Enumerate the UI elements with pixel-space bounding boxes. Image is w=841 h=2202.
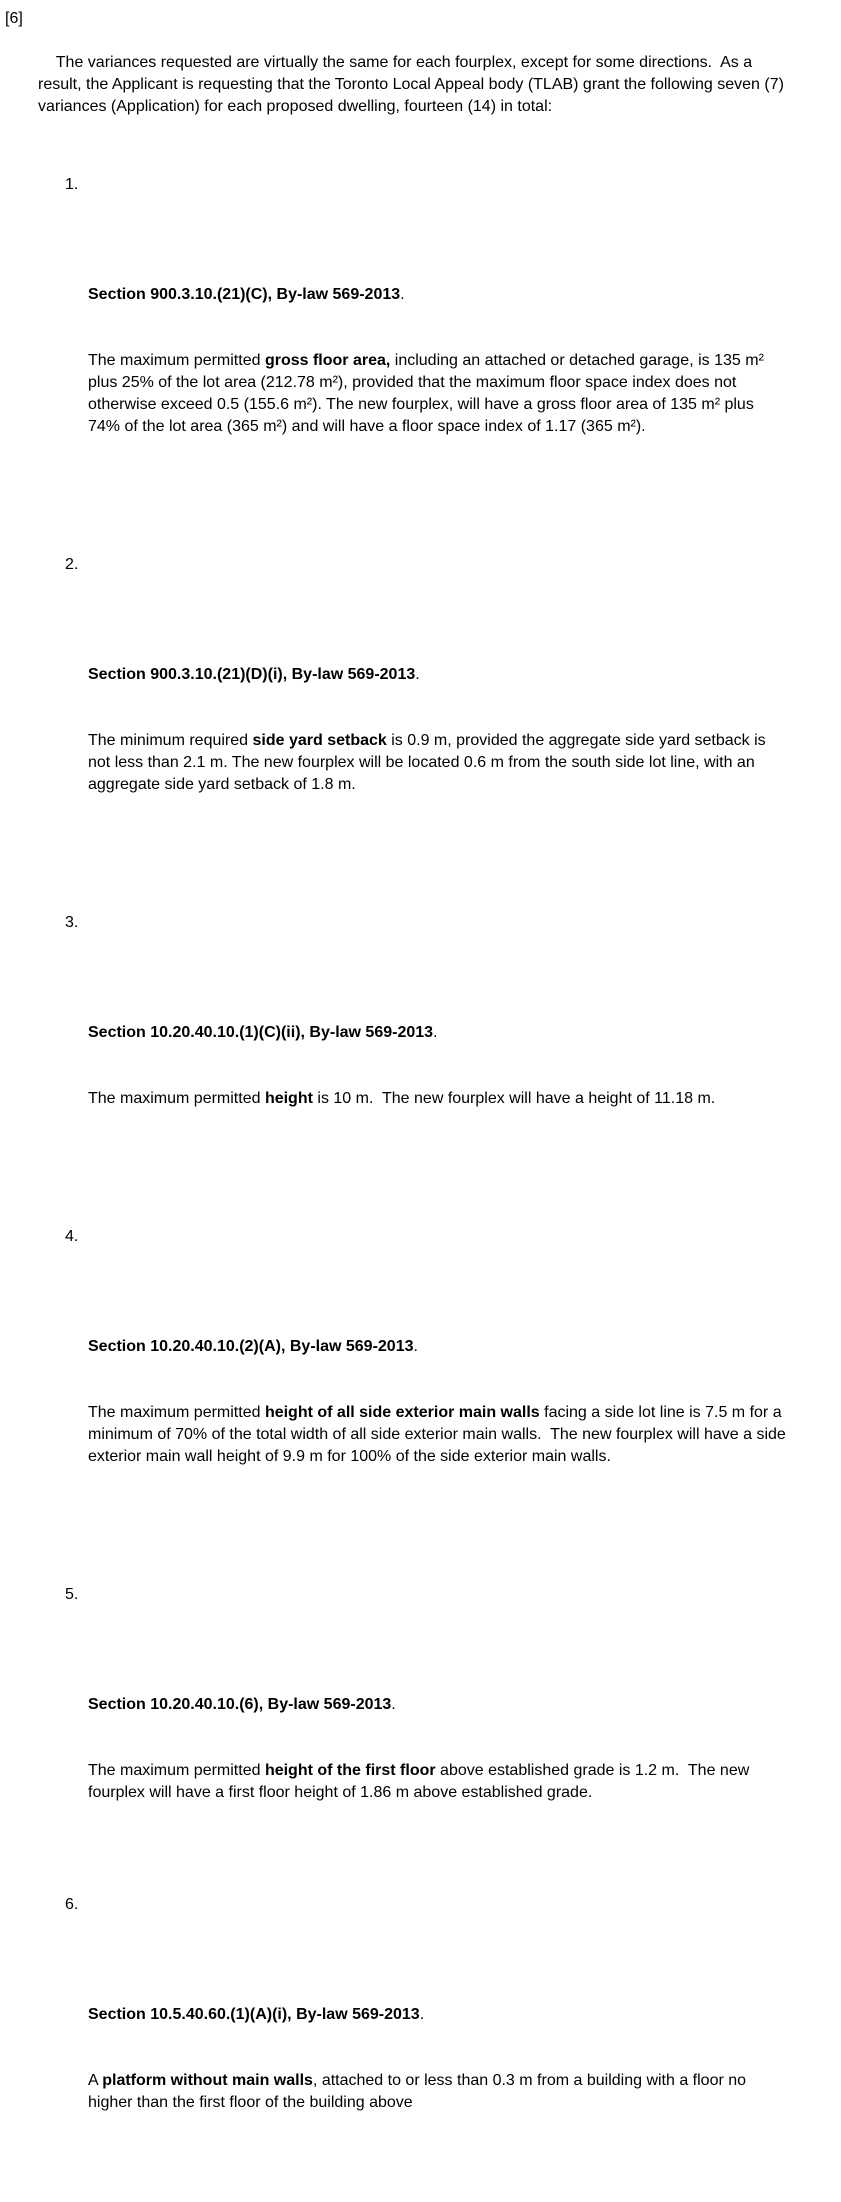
text-run: facing a side lot line is 7.5 m for a minimum of 70% of the total width of all side exterior main walls. The new fourplex will have a side exterior main wall height of 9.9 m for 100% of the side exterior main walls. xyxy=(88,1404,791,1465)
bold-text-run: Section 10.20.40.10.(6), By-law 569-2013 xyxy=(88,1696,392,1713)
text-run: . xyxy=(391,1696,396,1713)
text-run: The minimum required xyxy=(88,732,253,749)
text-run: The maximum permitted xyxy=(88,352,265,369)
bold-text-run: height of the first floor xyxy=(264,1762,436,1779)
text-run: . xyxy=(433,1024,438,1041)
variance-item-body xyxy=(88,978,789,1154)
text-run: A xyxy=(88,2072,103,2089)
bold-text-run: Section 10.5.40.60.(1)(A)(i), By-law 569-2013 xyxy=(88,2006,420,2023)
variance-item-number: 1. xyxy=(65,176,79,193)
variance-item xyxy=(65,1894,789,2202)
bold-text-run: Section 900.3.10.(21)(D)(i), By-law 569-2013 xyxy=(88,666,416,683)
variance-item-body xyxy=(88,1292,789,1512)
variance-section-heading xyxy=(88,2004,789,2026)
bold-text-run: Section 900.3.10.(21)(C), By-law 569-2013 xyxy=(88,286,401,303)
variance-section-heading xyxy=(88,284,789,306)
text-run: above established grade is 1.2 m. The new fourplex will have a first floor height of 1.86 m above established grade. xyxy=(88,1762,754,1801)
text-run: . xyxy=(400,286,405,303)
text-run: , attached to or less than 0.3 m from a building with a floor no higher than the first floor of the building above xyxy=(88,2072,751,2111)
variance-description xyxy=(88,2070,789,2114)
variance-item xyxy=(65,174,789,526)
variance-description xyxy=(88,350,789,438)
variance-item-body xyxy=(88,1650,789,1848)
variance-description xyxy=(88,1760,789,1804)
variance-item-body xyxy=(88,620,789,840)
variance-item xyxy=(65,1226,789,1556)
variance-description xyxy=(88,1088,789,1110)
variance-item xyxy=(65,912,789,1198)
variance-section-heading xyxy=(88,1694,789,1716)
variance-item-number: 4. xyxy=(65,1228,79,1245)
text-run: including an attached or detached garage, is 135 m² plus 25% of the lot area (212.78 m²), provided that the maximum floor space index does not otherwise exceed 0.5 (155.6 m²). The new fourplex, will have a gross floor area of 135 m² plus 74% of the lot area (365 m²) and will have a floor space index of 1.17 (365 m²). xyxy=(88,352,769,435)
variance-section-heading xyxy=(88,664,789,686)
variance-description xyxy=(88,1402,789,1468)
variance-description xyxy=(88,730,789,796)
variance-item-body xyxy=(88,240,789,482)
variance-section-heading xyxy=(88,1022,789,1044)
bold-text-run: Section 10.20.40.10.(1)(C)(ii), By-law 569-2013 xyxy=(88,1024,434,1041)
paragraph-6 xyxy=(5,8,789,140)
bold-text-run: gross floor area, xyxy=(264,352,391,369)
variance-item-body xyxy=(88,1960,789,2158)
text-run: The maximum permitted xyxy=(88,1090,265,1107)
bold-text-run: platform without main walls xyxy=(102,2072,313,2089)
variance-list xyxy=(5,174,789,2202)
bold-text-run: side yard setback xyxy=(252,732,387,749)
text-run: The maximum permitted xyxy=(88,1404,265,1421)
variance-item-number: 5. xyxy=(65,1586,79,1603)
bold-text-run: height xyxy=(264,1090,313,1107)
bold-text-run: height of all side exterior main walls xyxy=(264,1404,540,1421)
text-run: . xyxy=(415,666,420,683)
variance-section-heading xyxy=(88,1336,789,1358)
text-run: The variances requested are virtually the same for each fourplex, except for some directions. As a result, the Applicant is requesting that the Toronto Local Appeal body (TLAB) grant the following seven (7) variances (Application) for each proposed dwelling, fourteen (14) in total: xyxy=(38,54,789,115)
variance-item xyxy=(65,1584,789,1892)
text-run: is 0.9 m, provided the aggregate side yard setback is not less than 2.1 m. The new fourplex will be located 0.6 m from the south side lot line, with an aggregate side yard setback of 1.8 m. xyxy=(88,732,771,793)
text-run: The maximum permitted xyxy=(88,1762,265,1779)
paragraph-number: [6] xyxy=(5,10,23,27)
variance-item-number: 3. xyxy=(65,914,79,931)
text-run: . xyxy=(419,2006,425,2023)
variance-item-number: 2. xyxy=(65,556,79,573)
bold-text-run: Section 10.20.40.10.(2)(A), By-law 569-2013 xyxy=(88,1338,414,1355)
variance-item xyxy=(65,554,789,884)
variance-item-number: 6. xyxy=(65,1896,79,1913)
text-run: . xyxy=(413,1338,418,1355)
paragraph-text xyxy=(38,54,788,115)
text-run: is 10 m. The new fourplex will have a height of 11.18 m. xyxy=(312,1090,716,1107)
